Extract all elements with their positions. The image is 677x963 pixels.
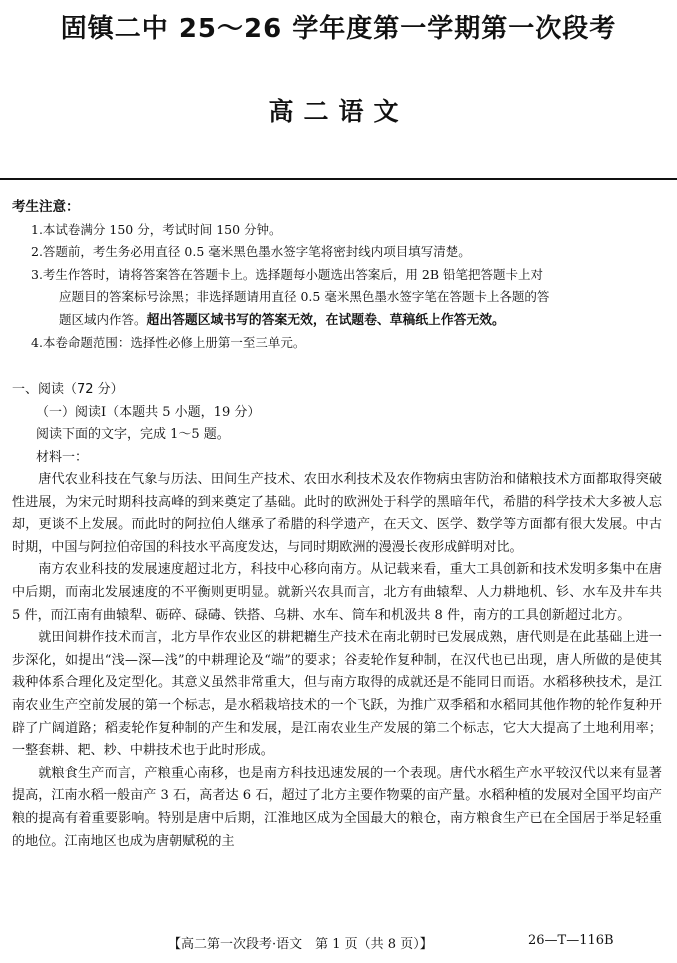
passage-paragraph: 唐代农业科技在气象与历法、田间生产技术、农田水利技术及农作物病虫害防治和储粮技术方面都取得突破性进展，为宋元时期科技高峰的到来奠定了基础。此时的欧洲处于科学的黑暗年代，希腊的科学技术大多被人忘却，更谈不上发展。而此时的阿拉伯人继承了希腊的科学遗产，在天文、医学、数学等方面都有很大发展。中古时期，中国与阿拉伯帝国的科技水平高度发达，与同时期欧洲的漫漫长夜形成鲜明对比。 xyxy=(12,472,662,555)
footer-page-info: 【高二第一次段考·语文 第 1 页（共 8 页）】 xyxy=(168,937,433,952)
header-divider xyxy=(0,178,677,180)
notice-item-continued: 应题目的答案标号涂黑；非选择题请用直径 0.5 毫米黑色墨水签字笔在答题卡上各题的答 xyxy=(59,289,550,304)
passage-paragraph: 就田间耕作技术而言，北方旱作农业区的耕耙耱生产技术在南北朝时已发展成熟，唐代则是在此基础上进一步深化，如提出“浅—深—浅”的中耕理论及“端”的要求；谷麦轮作复种制，在汉代也已出现，唐人所做的是使其栽种体系合理化及定型化。其意义虽然非常重大，但与南方取得的成就还是不能同日而语。水稻移秧技术，是江南农业生产空前发展的第一个标志，是水稻栽培技术的一个飞跃，为推广双季稻和水稻同其他作物的轮作复种开辟了广阔道路；稻麦轮作复种制的产生和发展，是江南农业生产发展的第二个标志，它大大提高了土地利用率；一整套耕、耙、耖、中耕技术也于此时形成。 xyxy=(12,630,662,759)
notice-heading: 考生注意： xyxy=(12,199,80,215)
passage xyxy=(12,469,662,853)
footer-code: 26—T—116B xyxy=(528,933,614,948)
instruction: 阅读下面的文字，完成 1～5 题。 xyxy=(36,427,230,442)
passage-paragraph: 就粮食生产而言，产粮重心南移，也是南方科技迅速发展的一个表现。唐代水稻生产水平较汉代以来有显著提高，江南水稻一般亩产 3 石，高者达 6 石，超过了北方主要作物粟的亩产量。水稻种植的发展对全国平均亩产粮的提高有着重要影响。特别是唐中后期，江淮地区成为全国最大的粮仓，南方粮食生产已在全国居于举足轻重的地位。江南地区也成为唐朝赋税的主 xyxy=(12,765,662,849)
material-label: 材料一： xyxy=(36,449,89,465)
notice-item-continued xyxy=(59,309,662,333)
exam-notice xyxy=(12,196,662,355)
part-title: （一）阅读Ⅰ（本题共 5 小题，19 分） xyxy=(36,404,261,420)
subject-title: 高二语文 xyxy=(268,97,409,126)
notice-emphasis-text: 超出答题区域书写的答案无效，在试题卷、草稿纸上作答无效。 xyxy=(146,312,505,328)
exam-title: 固镇二中 25～26 学年度第一学期第一次段考 xyxy=(60,14,617,44)
reading-section xyxy=(12,379,662,853)
notice-item: 4.本卷命题范围：选择性必修上册第一至三单元。 xyxy=(31,335,306,350)
notice-plain-text: 题区域内作答。 xyxy=(59,311,147,327)
notice-item: 3.考生作答时，请将答案答在答题卡上。选择题每小题选出答案后，用 2B 铅笔把答题卡上对 xyxy=(31,266,544,282)
passage-paragraph: 南方农业科技的发展速度超过北方，科技中心移向南方。从记载来看，重大工具创新和技术发明多集中在唐中后期，而南北发展速度的不平衡则更明显。就新兴农具而言，北方有曲辕犁、人力耕地机、钐、水车及井车共 5 件，而江南有曲辕犁、砺碎、碌碡、铁搭、乌耕、水车、筒车和机汲共 8 件，南方的工具创新超过北方。 xyxy=(12,562,662,623)
section-title: 一、阅读（72 分） xyxy=(12,382,124,397)
notice-item: 1.本试卷满分 150 分，考试时间 150 分钟。 xyxy=(31,221,282,237)
notice-item: 2.答题前，考生务必用直径 0.5 毫米黑色墨水签字笔将密封线内项目填写清楚。 xyxy=(31,244,471,259)
